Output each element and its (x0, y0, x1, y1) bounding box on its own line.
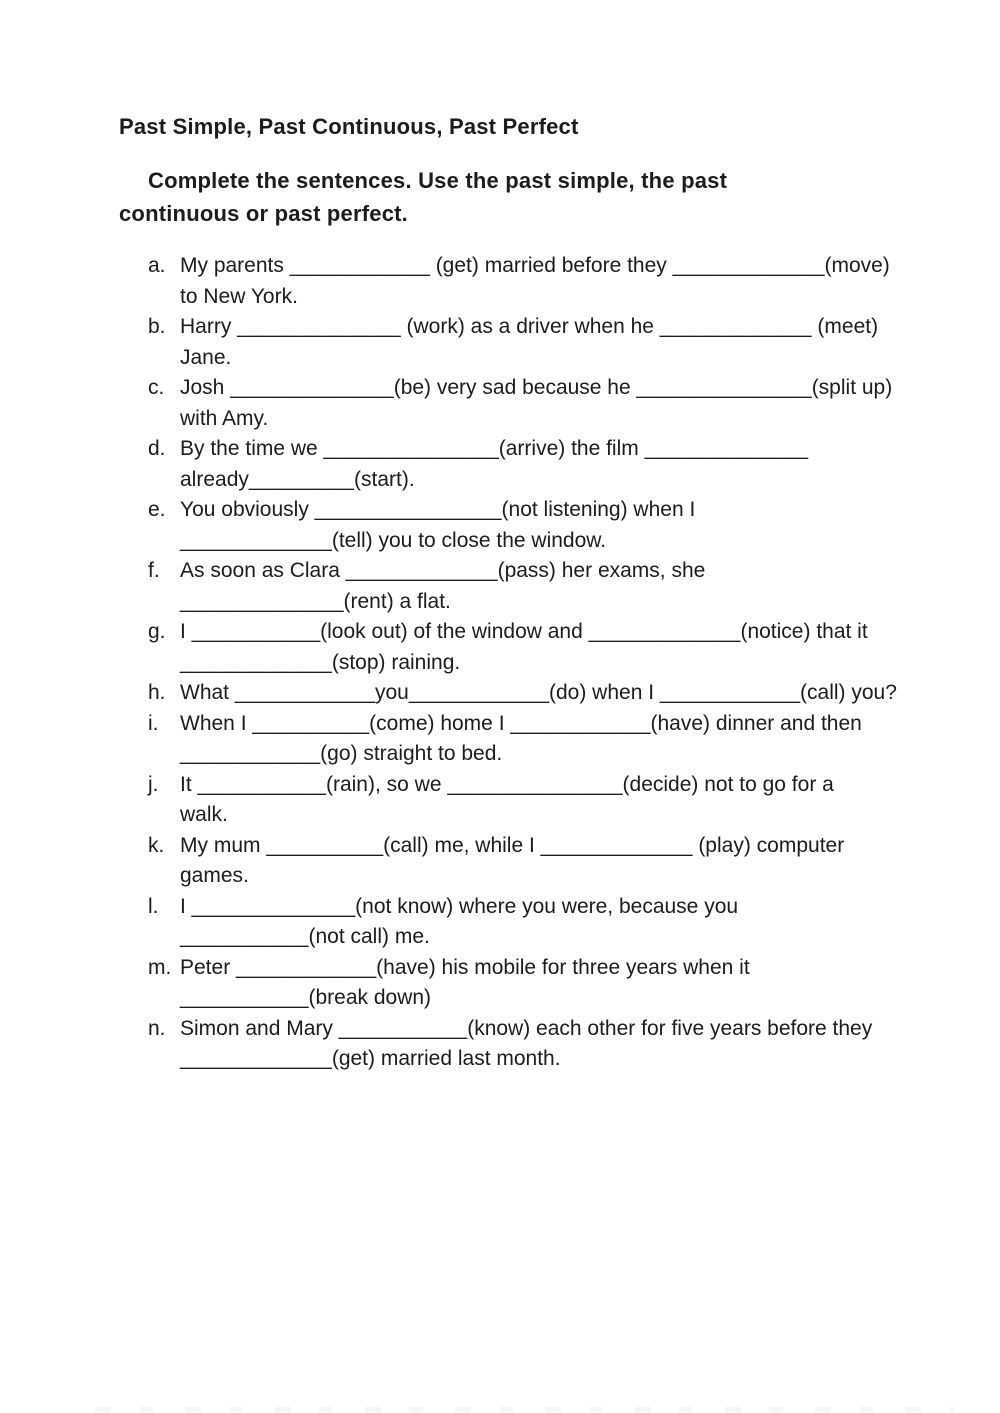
item-line: walk. (180, 803, 228, 826)
item-lines (180, 556, 705, 617)
exercise-item-i (148, 709, 897, 770)
item-letter: l. (148, 894, 159, 918)
item-letter: k. (148, 833, 165, 857)
item-line: What ____________you____________(do) when I ____________(call) you? (180, 681, 897, 704)
item-line: Peter ____________(have) his mobile for three years when it (180, 955, 750, 979)
exercise-item-j (148, 770, 897, 831)
item-lines (180, 709, 862, 770)
item-line: It ___________(rain), so we _______________(decide) not to go for a (180, 772, 834, 796)
instructions-line: Complete the sentences. Use the past simple, the past (148, 168, 728, 193)
item-letter: m. (148, 955, 172, 979)
item-letter: h. (148, 681, 166, 704)
exercise-item-d (148, 434, 897, 495)
item-line: When I __________(come) home I ____________(have) dinner and then (180, 711, 862, 735)
item-line: ___________(break down) (180, 986, 432, 1009)
item-line: I ___________(look out) of the window and _____________(notice) that it (180, 620, 868, 643)
item-letter: d. (148, 437, 166, 460)
exercise-item-f (148, 556, 897, 617)
item-lines (180, 892, 738, 953)
exercise-list (148, 251, 897, 1075)
exercise-item-n (148, 1014, 897, 1075)
item-line: games. (180, 864, 249, 887)
item-lines (180, 617, 868, 678)
scan-artifact-strip (95, 1407, 955, 1412)
item-line: to New York. (180, 284, 298, 308)
item-line: ______________(rent) a flat. (180, 589, 451, 613)
exercise-item-h (148, 678, 897, 709)
item-line: with Amy. (180, 406, 269, 430)
exercise-item-g (148, 617, 897, 678)
item-line: As soon as Clara _____________(pass) her exams, she (180, 559, 706, 582)
item-lines (180, 373, 892, 434)
item-letter: i. (148, 711, 159, 735)
item-letter: e. (148, 498, 166, 521)
item-line: _____________(get) married last month. (180, 1047, 561, 1070)
item-line: already_________(start). (180, 467, 415, 491)
item-line: My mum __________(call) me, while I _____________ (play) computer (180, 833, 845, 857)
item-lines (180, 1014, 872, 1075)
instructions-paragraph (119, 164, 727, 230)
instructions-line: continuous or past perfect. (119, 201, 408, 226)
item-line: By the time we _______________(arrive) the film ______________ (180, 437, 809, 460)
item-line: Simon and Mary ___________(know) each other for five years before they (180, 1016, 873, 1040)
exercise-item-b (148, 312, 897, 373)
item-lines (180, 495, 695, 556)
item-line: Josh ______________(be) very sad because he _______________(split up) (180, 376, 893, 399)
exercise-item-l (148, 892, 897, 953)
item-lines (180, 251, 890, 312)
item-lines (180, 831, 844, 892)
item-line: I ______________(not know) where you were, because you (180, 894, 739, 918)
item-lines (180, 312, 878, 373)
item-letter: a. (148, 254, 166, 277)
page-title: Past Simple, Past Continuous, Past Perfect (119, 114, 579, 139)
exercise-item-k (148, 831, 897, 892)
item-line: _____________(tell) you to close the window. (180, 528, 607, 552)
item-letter: c. (148, 376, 165, 399)
item-lines (180, 434, 808, 495)
item-line: Jane. (180, 345, 232, 369)
item-letter: g. (148, 620, 166, 643)
exercise-item-c (148, 373, 897, 434)
item-line: Harry ______________ (work) as a driver when he _____________ (meet) (180, 315, 879, 338)
item-letter: j. (148, 772, 159, 796)
item-letter: n. (148, 1016, 166, 1040)
item-line: You obviously ________________(not listening) when I (180, 498, 696, 521)
item-lines (180, 953, 750, 1014)
exercise-item-e (148, 495, 897, 556)
item-lines (180, 770, 834, 831)
item-line: My parents ____________ (get) married before they _____________(move) (180, 254, 890, 277)
item-line: ___________(not call) me. (180, 925, 430, 948)
item-lines (180, 678, 897, 709)
item-line: _____________(stop) raining. (180, 650, 461, 674)
exercise-item-m (148, 953, 897, 1014)
exercise-item-a (148, 251, 897, 312)
item-letter: f. (148, 559, 160, 582)
item-line: ____________(go) straight to bed. (180, 742, 503, 765)
item-letter: b. (148, 315, 166, 338)
